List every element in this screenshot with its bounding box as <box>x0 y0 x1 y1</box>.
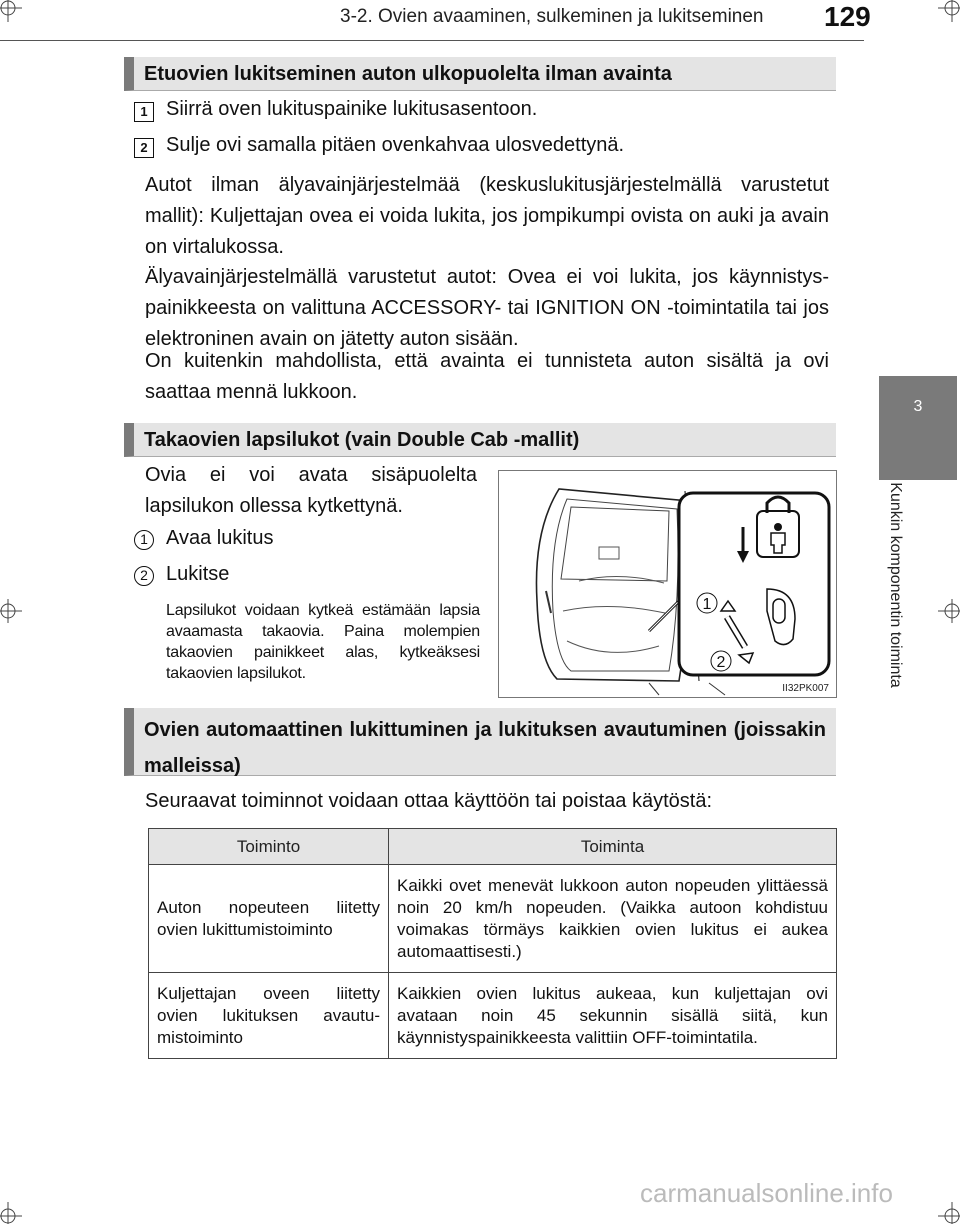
step-text: Sulje ovi samalla pitäen ovenkahvaa ulosvedettynä. <box>166 134 625 156</box>
figure-callout-2: 2 <box>716 654 726 671</box>
step-number-box: 2 <box>134 138 154 158</box>
table-row <box>149 973 837 1059</box>
item-text: Lukitse <box>166 563 230 585</box>
auto-lock-table <box>148 828 837 1059</box>
step-number-box: 1 <box>134 102 154 122</box>
step-text: Siirrä oven lukituspainike lukitusasentoon. <box>166 98 538 120</box>
section1-heading: Etuovien lukitseminen auton ulkopuolelta ilman avainta <box>144 63 672 85</box>
section3-heading: Ovien automaattinen lukittuminen ja lukituksen avautuminen (joissakin malleissa) <box>144 719 826 777</box>
child-lock-note: Lapsilukot voidaan kytkeä estämään lapsia avaamasta takaovia. Paina molempien takaovien painikkeet alas, kytkeäksesi takaovien lapsilukot. <box>166 602 480 682</box>
crop-mark-mid-left <box>0 596 30 626</box>
chapter-number: 3 <box>913 398 923 415</box>
child-lock-intro: Ovia ei voi avata sisäpuolelta lapsilukon ollessa kytkettynä. <box>145 464 477 517</box>
section-heading-child-locks <box>124 423 836 457</box>
section-heading-auto-lock <box>124 708 836 776</box>
item-text: Avaa lukitus <box>166 527 274 549</box>
table-cell-operation: Kaikki ovet menevät lukkoon auton nopeuden ylittäessä noin 20 km/h nopeuden. (Vaikka autoon kohdistuu voimakas törmäys kaikkien ovien lukitus ei aukea automaattisesti.) <box>389 865 837 973</box>
paragraph-no-smart-key: Autot ilman älyavainjärjestelmää (keskuslukitusjärjestelmällä varustetut mallit): Kuljettajan ovea ei voida lukita, jos jompikumpi ovista on auki ja avain on virtalukossa. <box>145 174 829 258</box>
table-row <box>149 865 837 973</box>
section-heading-front-doors <box>124 57 836 91</box>
watermark: carmanualsonline.info <box>640 1178 893 1208</box>
figure-code: II32PK007 <box>782 683 829 694</box>
crop-mark-bottom-left <box>0 1194 30 1224</box>
paragraph-smart-key: Älyavainjärjestelmällä varustetut autot: Ovea ei voi lukita, jos käynnistyspainikkeesta on valittuna ACCESSORY- tai IGNITION ON -toimintatila tai jos elektroninen avain on jätetty auton sisään. <box>145 266 829 350</box>
paragraph-key-not-detected: On kuitenkin mahdollista, että avainta ei tunnisteta auton sisältä ja ovi saattaa mennä lukkoon. <box>145 350 829 403</box>
auto-lock-intro: Seuraavat toiminnot voidaan ottaa käyttöön tai poistaa käytöstä: <box>145 790 713 812</box>
page-number: 129 <box>824 1 871 32</box>
item-number-circle: 2 <box>134 566 154 586</box>
crop-mark-bottom-right <box>930 1194 960 1224</box>
chapter-title: Kunkin komponentin toiminta <box>887 482 904 688</box>
door-illustration <box>499 471 836 697</box>
section2-heading: Takaovien lapsilukot (vain Double Cab -mallit) <box>144 429 580 451</box>
child-lock-figure <box>498 470 837 698</box>
page-header-title: 3-2. Ovien avaaminen, sulkeminen ja lukitseminen <box>340 6 764 27</box>
item-number-circle: 1 <box>134 530 154 550</box>
table-header-operation: Toiminta <box>389 829 837 865</box>
crop-mark-top-left <box>0 0 30 30</box>
table-cell-operation: Kaikkien ovien lukitus aukeaa, kun kuljettajan ovi avataan noin 45 sekunnin sisällä siitä, kun käynnistyspainikkeesta valittiin OFF-toimintatila. <box>389 973 837 1059</box>
table-header-row <box>149 829 837 865</box>
figure-callout-1: 1 <box>702 596 712 613</box>
table-cell-function: Kuljettajan oveen liitetty ovien lukituksen avautumistoiminto <box>149 973 389 1059</box>
crop-mark-top-right <box>930 0 960 30</box>
chapter-title-vertical <box>880 466 910 716</box>
table-cell-function: Auton nopeuteen liitetty ovien lukittumistoiminto <box>149 865 389 973</box>
crop-mark-mid-right <box>930 596 960 626</box>
header-rule <box>0 40 864 41</box>
table-header-function: Toiminto <box>149 829 389 865</box>
